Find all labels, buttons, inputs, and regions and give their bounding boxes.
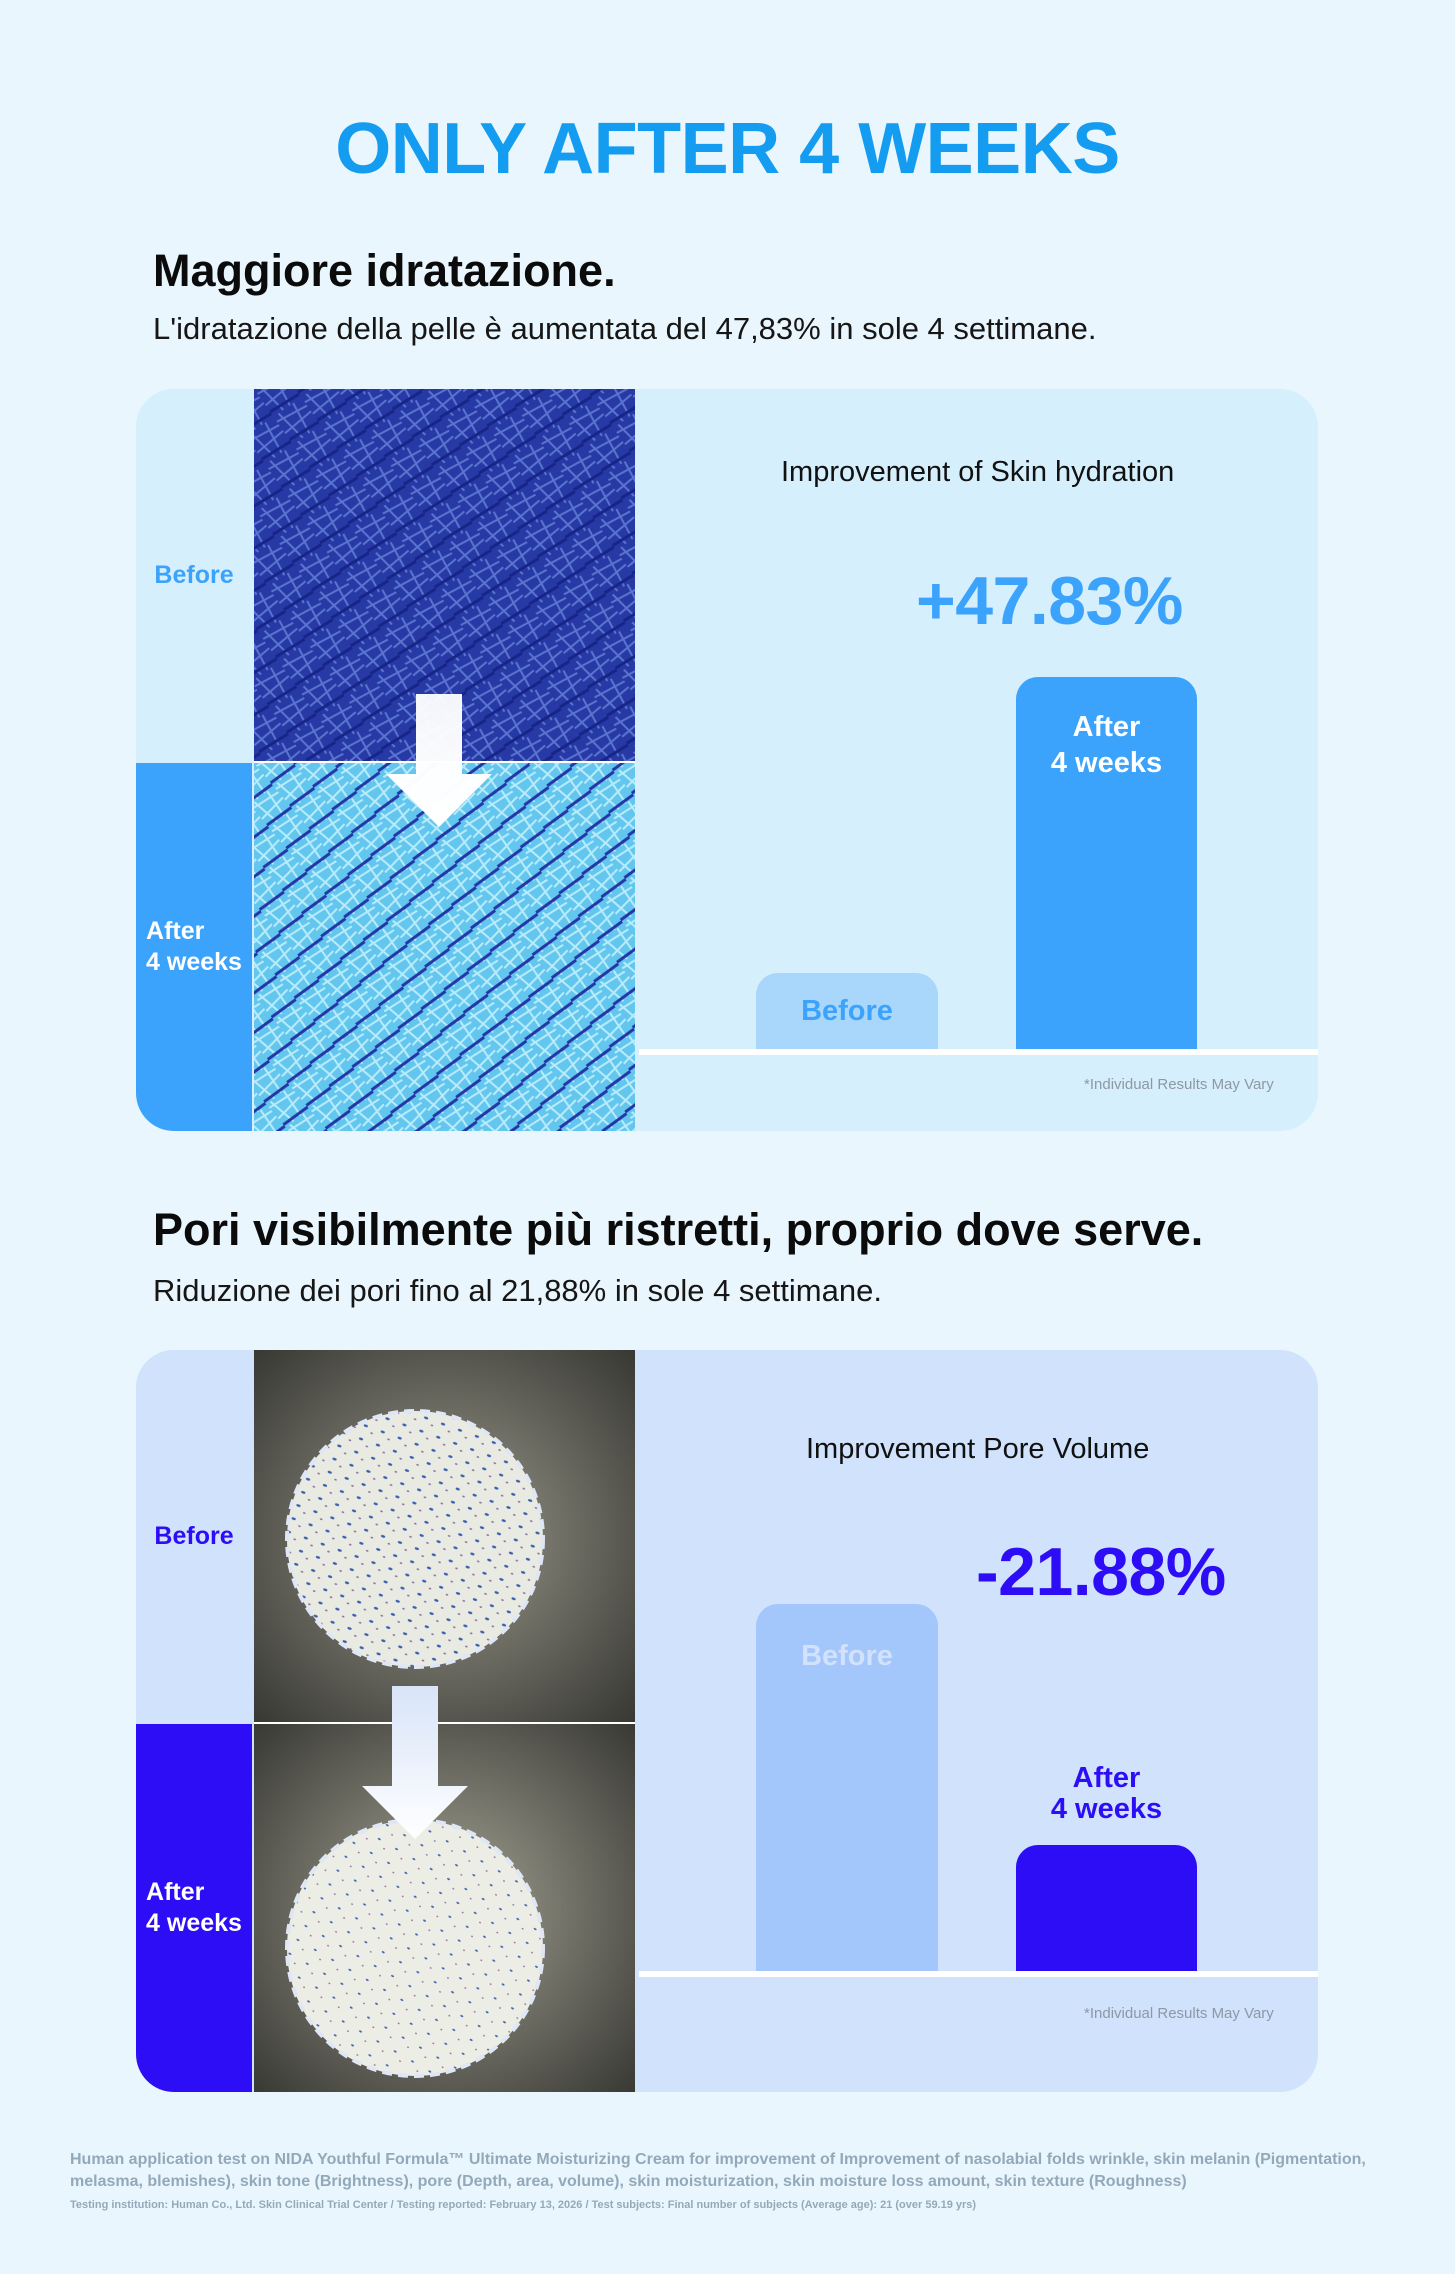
hydration-section-title: Maggiore idratazione. (153, 245, 616, 296)
hydration-bar-before: Before (756, 973, 938, 1049)
hydration-chart-title: Improvement of Skin hydration (781, 456, 1175, 488)
study-footnote: Human application test on NIDA Youthful Formula™ Ultimate Moisturizing Cream for improvement of Improvement of nasolabial folds wrinkle, skin melanin (Pigmentation, melasma, blemishes), skin tone (Brightness), pore (Depth, area, volume), skin moisturization, skin moisture loss amount, skin texture (Roughness) (70, 2151, 1366, 2190)
pore-percent: -21.88% (976, 1534, 1226, 1610)
hydration-down-arrow-icon (384, 694, 494, 829)
pore-bar-after (1016, 1845, 1197, 1971)
hydration-section-subtitle: L'idratazione della pelle è aumentata del 47,83% in sole 4 settimane. (153, 311, 1097, 346)
pore-chart-title: Improvement Pore Volume (806, 1433, 1150, 1465)
hydration-disclaimer: *Individual Results May Vary (1084, 1076, 1274, 1093)
pore-bar-after-label: After 4 weeks (1050, 1762, 1163, 1825)
pore-disclaimer: *Individual Results May Vary (1084, 2005, 1274, 2022)
pore-chart-baseline (639, 1971, 1318, 1977)
hydration-card (136, 389, 1318, 1131)
hydration-after-side-label: After 4 weeks (136, 763, 252, 1131)
hydration-bar-after (1016, 677, 1197, 1049)
testing-institution-note: Testing institution: Human Co., Ltd. Skin Clinical Trial Center / Testing reported: February 13, 2026 / Test subjects: Final number of subjects (Average age): 21 (over 59.19 yrs) (70, 2199, 977, 2211)
hydration-chart-baseline (639, 1049, 1318, 1055)
hydration-bar-after-label: After 4 weeks (1050, 711, 1163, 779)
pore-after-side-label: After 4 weeks (136, 1724, 252, 2092)
pore-section-subtitle: Riduzione dei pori fino al 21,88% in sole 4 settimane. (153, 1273, 882, 1308)
pore-before-side-label: Before (136, 1350, 252, 1722)
pore-card (136, 1350, 1318, 2092)
hydration-before-side-label: Before (136, 389, 252, 761)
page-headline: ONLY AFTER 4 WEEKS (335, 109, 1120, 189)
pore-down-arrow-icon (360, 1686, 470, 1841)
pore-bar-before: Before (756, 1604, 938, 1971)
pore-before-image (254, 1350, 635, 1722)
hydration-percent: +47.83% (916, 563, 1183, 639)
pore-section-title: Pori visibilmente più ristretti, proprio dove serve. (153, 1204, 1204, 1255)
